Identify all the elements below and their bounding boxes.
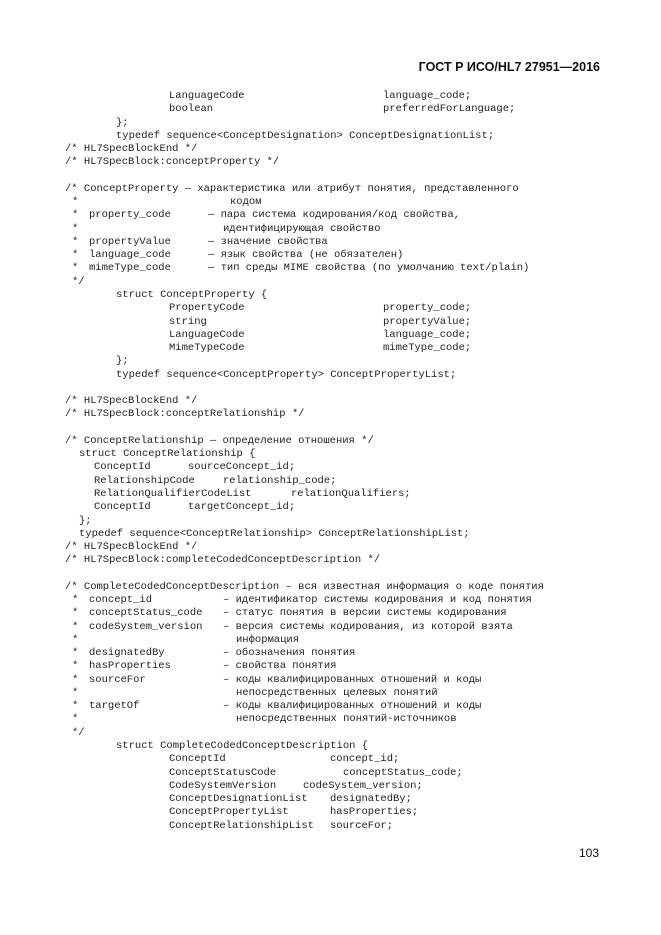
code-line [0, 806, 661, 819]
comment-text: – коды квалифицированных отношений и коды [223, 700, 482, 713]
code-line [0, 634, 661, 647]
code-text: typedef sequence<ConceptRelationship> ConceptRelationshipList; [79, 527, 470, 540]
code-type: RelationshipCode [94, 474, 195, 487]
code-comment: /* HL7SpecBlock:conceptProperty */ [65, 156, 280, 169]
comment-star: * [72, 222, 79, 235]
code-line [0, 117, 661, 130]
comment-star: * [72, 647, 79, 660]
comment-field: propertyValue [89, 235, 171, 248]
code-line [0, 289, 661, 302]
code-member: preferredForLanguage; [383, 103, 516, 116]
code-line [0, 687, 661, 700]
code-member: sourceConcept_id; [188, 461, 296, 474]
code-line [0, 395, 661, 408]
blank-line [0, 170, 661, 183]
code-line [0, 581, 661, 594]
comment-text: информация [236, 633, 300, 646]
comment-star: * [72, 660, 79, 673]
code-comment: /* ConceptProperty — характеристика или атрибут понятия, представленного [65, 182, 519, 195]
comment-star: * [72, 713, 79, 726]
code-type: boolean [169, 103, 214, 116]
comment-field: concept_id [89, 594, 153, 607]
code-member: relationQualifiers; [291, 487, 411, 500]
code-line [0, 355, 661, 368]
code-line [0, 276, 661, 289]
code-member: hasProperties; [330, 806, 419, 819]
comment-field: designatedBy [89, 647, 165, 660]
code-text: struct ConceptRelationship { [79, 448, 256, 461]
code-line [0, 793, 661, 806]
code-line [0, 183, 661, 196]
code-line [0, 408, 661, 421]
code-line [0, 674, 661, 687]
comment-star: * [72, 620, 79, 633]
comment-star: * [72, 262, 79, 275]
code-line [0, 223, 661, 236]
code-member: targetConcept_id; [188, 501, 296, 514]
code-listing [0, 90, 661, 833]
code-type: ConceptDesignationList [169, 793, 308, 806]
code-line [0, 448, 661, 461]
code-line [0, 660, 661, 673]
comment-field: conceptStatus_code [89, 607, 203, 620]
code-line [0, 528, 661, 541]
code-line [0, 780, 661, 793]
code-type: ConceptRelationshipList [169, 819, 314, 832]
code-line [0, 475, 661, 488]
code-line [0, 143, 661, 156]
code-comment: /* HL7SpecBlockEnd */ [65, 541, 198, 554]
code-line [0, 435, 661, 448]
comment-text: кодом [230, 196, 262, 209]
code-line [0, 820, 661, 833]
code-type: ConceptStatusCode [169, 766, 277, 779]
comment-star: * [72, 209, 79, 222]
code-member: propertyValue; [383, 315, 472, 328]
code-text: typedef sequence<ConceptProperty> ConceptPropertyList; [116, 368, 457, 381]
code-line [0, 753, 661, 766]
comment-text: — значение свойства [208, 235, 328, 248]
code-line [0, 594, 661, 607]
code-line [0, 90, 661, 103]
code-type: ConceptId [169, 753, 226, 766]
code-comment: /* HL7SpecBlock:completeCodedConceptDescription */ [65, 554, 381, 567]
comment-text: – статус понятия в версии системы кодирования [223, 607, 507, 620]
comment-field: mimeType_code [89, 262, 171, 275]
code-member: conceptStatus_code; [343, 766, 463, 779]
comment-text: идентифицирующая свойство [223, 222, 381, 235]
comment-text: – коды квалифицированных отношений и коды [223, 673, 482, 686]
code-line [0, 607, 661, 620]
code-comment: /* CompleteCodedConceptDescription – вся известная информация о коде понятия [65, 580, 544, 593]
code-line [0, 515, 661, 528]
code-line [0, 554, 661, 567]
code-line [0, 713, 661, 726]
code-type: string [169, 315, 207, 328]
comment-star: * [72, 235, 79, 248]
code-type: LanguageCode [169, 90, 245, 102]
code-member: mimeType_code; [383, 342, 472, 355]
code-type: LanguageCode [169, 328, 245, 341]
code-line [0, 369, 661, 382]
code-line [0, 700, 661, 713]
code-member: sourceFor; [330, 819, 394, 832]
comment-text: – свойства понятия [223, 660, 337, 673]
comment-star: * [72, 607, 79, 620]
code-line [0, 501, 661, 514]
code-line [0, 209, 661, 222]
code-line [0, 130, 661, 143]
code-line [0, 541, 661, 554]
code-comment: /* HL7SpecBlockEnd */ [65, 395, 198, 408]
code-type: ConceptPropertyList [169, 806, 289, 819]
code-type: RelationQualifierCodeList [94, 487, 252, 500]
code-type: ConceptId [94, 501, 151, 514]
comment-text: — язык свойства (не обязателен) [208, 249, 404, 262]
code-line [0, 196, 661, 209]
code-comment: /* HL7SpecBlock:conceptRelationship */ [65, 408, 305, 421]
code-line [0, 156, 661, 169]
comment-text: непосредственных целевых понятий [236, 686, 438, 699]
code-comment: /* HL7SpecBlockEnd */ [65, 143, 198, 156]
document-header: ГОСТ Р ИСО/HL7 27951—2016 [418, 60, 600, 74]
comment-star: * [72, 633, 79, 646]
comment-text: – версия системы кодирования, из которой взята [223, 620, 513, 633]
code-member: language_code; [383, 328, 472, 341]
code-line [0, 302, 661, 315]
comment-text: – идентификатор системы кодирования и код понятия [223, 594, 532, 607]
comment-end: */ [72, 726, 85, 739]
comment-star: * [72, 249, 79, 262]
code-type: CodeSystemVersion [169, 779, 277, 792]
code-line [0, 740, 661, 753]
code-text: }; [116, 355, 129, 368]
comment-text: — пара система кодирования/код свойства, [208, 209, 461, 222]
code-line [0, 461, 661, 474]
code-member: relationship_code; [223, 474, 337, 487]
page-number: 103 [578, 846, 599, 860]
comment-star: * [72, 673, 79, 686]
comment-text: непосредственных понятий-источников [236, 713, 457, 726]
comment-field: property_code [89, 209, 171, 222]
code-line [0, 488, 661, 501]
code-type: PropertyCode [169, 302, 245, 315]
comment-field: hasProperties [89, 660, 171, 673]
comment-star: * [72, 196, 79, 209]
code-line [0, 647, 661, 660]
code-line [0, 727, 661, 740]
code-line [0, 316, 661, 329]
comment-star: * [72, 594, 79, 607]
code-line [0, 342, 661, 355]
code-member: language_code; [383, 90, 472, 102]
code-text: struct CompleteCodedConceptDescription { [116, 740, 369, 753]
code-type: ConceptId [94, 461, 151, 474]
code-line [0, 621, 661, 634]
comment-star: * [72, 700, 79, 713]
code-type: MimeTypeCode [169, 342, 245, 355]
code-line [0, 249, 661, 262]
code-member: concept_id; [330, 753, 400, 766]
comment-field: codeSystem_version [89, 620, 203, 633]
code-line [0, 103, 661, 116]
code-text: }; [116, 116, 129, 129]
comment-field: targetOf [89, 700, 140, 713]
comment-text: — тип среды MIME свойства (по умолчанию text/plain) [208, 262, 530, 275]
code-text: struct ConceptProperty { [116, 288, 268, 301]
code-member: codeSystem_version; [303, 779, 423, 792]
blank-line [0, 382, 661, 395]
code-text: typedef sequence<ConceptDesignation> ConceptDesignationList; [116, 129, 495, 142]
comment-text: – обозначения понятия [223, 647, 356, 660]
code-line [0, 767, 661, 780]
comment-end: */ [72, 275, 85, 288]
code-member: designatedBy; [330, 793, 412, 806]
blank-line [0, 568, 661, 581]
comment-star: * [72, 686, 79, 699]
code-text: }; [79, 514, 92, 527]
code-member: property_code; [383, 302, 472, 315]
comment-field: sourceFor [89, 673, 146, 686]
blank-line [0, 422, 661, 435]
code-line [0, 329, 661, 342]
code-line [0, 236, 661, 249]
comment-field: language_code [89, 249, 171, 262]
code-comment: /* ConceptRelationship — определение отношения */ [65, 434, 374, 447]
code-line [0, 262, 661, 275]
